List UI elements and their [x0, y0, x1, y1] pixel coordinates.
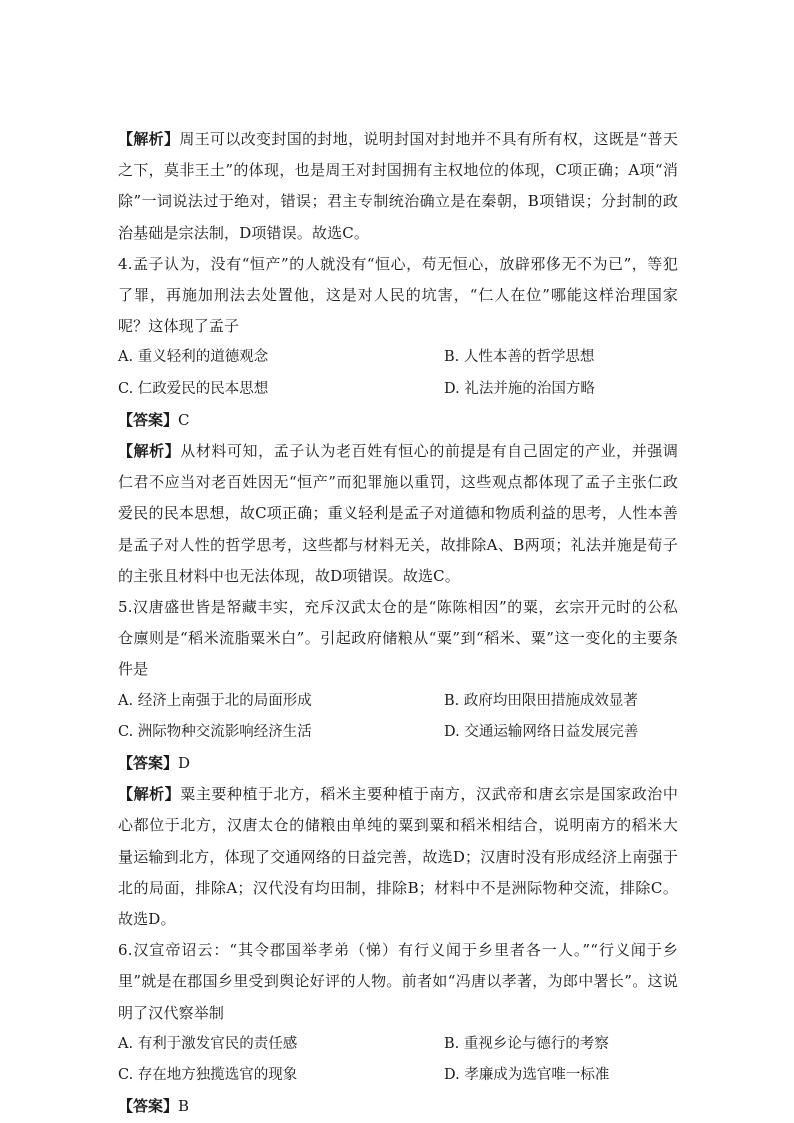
question-6-answer [118, 1091, 678, 1122]
answer-label: 【答案】 [118, 1097, 179, 1116]
option-d: D. 交通运输网络日益发展完善 [444, 723, 639, 740]
option-b: B. 重视乡论与德行的考察 [444, 1035, 609, 1052]
question-4-options [118, 342, 678, 404]
analysis-label: 【解析】 [118, 442, 181, 461]
document-page [118, 124, 678, 1123]
analysis-text: 周王可以改变封国的封地，说明封国对封地并不具有所有权，这既是“普天之下，莫非王土”的体现，也是周王对封国拥有主权地位的体现，C项正确；A项“消除”一词说法过于绝对，错误；君主专制统治确立是在秦朝，B项错误；分封制的政治基础是宗法制，D项错误。故选C。 [118, 130, 678, 242]
option-a: A. 经济上南强于北的局面形成 [118, 692, 312, 709]
question-5-options [118, 686, 678, 748]
analysis-label: 【解析】 [118, 785, 181, 804]
option-c: C. 存在地方独揽选官的现象 [118, 1067, 298, 1084]
option-d: D. 孝廉成为选官唯一标准 [444, 1067, 610, 1084]
option-d: D. 礼法并施的治国方略 [444, 380, 595, 397]
question-6-stem: 6.汉宣帝诏云：“其令郡国举孝弟（悌）有行义闻于乡里者各一人。”“行义闻于乡里”就是在郡国乡里受到舆论好评的人物。前者如“冯唐以孝著，为郎中署长”。这说明了汉代察举制 [118, 941, 678, 1022]
answer-value: B [178, 1097, 190, 1116]
analysis-text: 从材料可知，孟子认为老百姓有恒心的前提是有自己固定的产业，并强调仁君不应当对老百姓因无“恒产”而犯罪施以重罚，这些观点都体现了孟子主张仁政爱民的民本思想，故C项正确；重义轻利是孟子对道德和物质利益的思考，人性本善是孟子对人性的哲学思考，这些都与材料无关，故排除A、B两项；礼法并施是荀子的主张且材料中也无法体现，故D项错误。故选C。 [118, 442, 678, 585]
question-4-analysis [118, 436, 678, 592]
question-6-options [118, 1029, 678, 1091]
analysis-text: 粟主要种植于北方，稻米主要种植于南方，汉武帝和唐玄宗是国家政治中心都位于北方，汉唐太仓的储粮由单纯的粟到粟和稻米相结合，说明南方的稻米大量运输到北方，体现了交通网络的日益完善，故选D；汉唐时没有形成经济上南强于北的局面，排除A；汉代没有均田制，排除B；材料中不是洲际物种交流，排除C。故选D。 [118, 785, 678, 929]
answer-label: 【答案】 [118, 754, 179, 773]
question-4-stem: 4.孟子认为，没有“恒产”的人就没有“恒心，苟无恒心，放辟邪侈无不为已”，等犯了罪，再施加刑法去处置他，这是对人民的坑害，“仁人在位”哪能这样治理国家呢？这体现了孟子 [118, 254, 678, 336]
answer-value: C [178, 410, 190, 429]
question-5-analysis [118, 779, 678, 935]
question-5-stem: 5.汉唐盛世皆是帑藏丰实，充斥汉武太仓的是“陈陈相因”的粟，玄宗开元时的公私仓廪则是“稻米流脂粟米白”。引起政府储粮从“粟”到“稻米、粟”这一变化的主要条件是 [118, 598, 678, 679]
analysis-label: 【解析】 [118, 130, 180, 148]
option-a: A. 有利于激发官民的责任感 [118, 1035, 298, 1052]
option-c: C. 洲际物种交流影响经济生活 [118, 723, 312, 740]
answer-label: 【答案】 [118, 410, 179, 429]
option-b: B. 政府均田限田措施成效显著 [444, 692, 638, 709]
q3-analysis [118, 124, 678, 249]
option-a: A. 重义轻利的道德观念 [118, 349, 269, 366]
question-5-answer [118, 748, 678, 779]
option-c: C. 仁政爱民的民本思想 [118, 380, 269, 397]
answer-value: D [178, 754, 191, 773]
option-b: B. 人性本善的哲学思想 [444, 349, 595, 366]
question-4-answer [118, 405, 678, 436]
